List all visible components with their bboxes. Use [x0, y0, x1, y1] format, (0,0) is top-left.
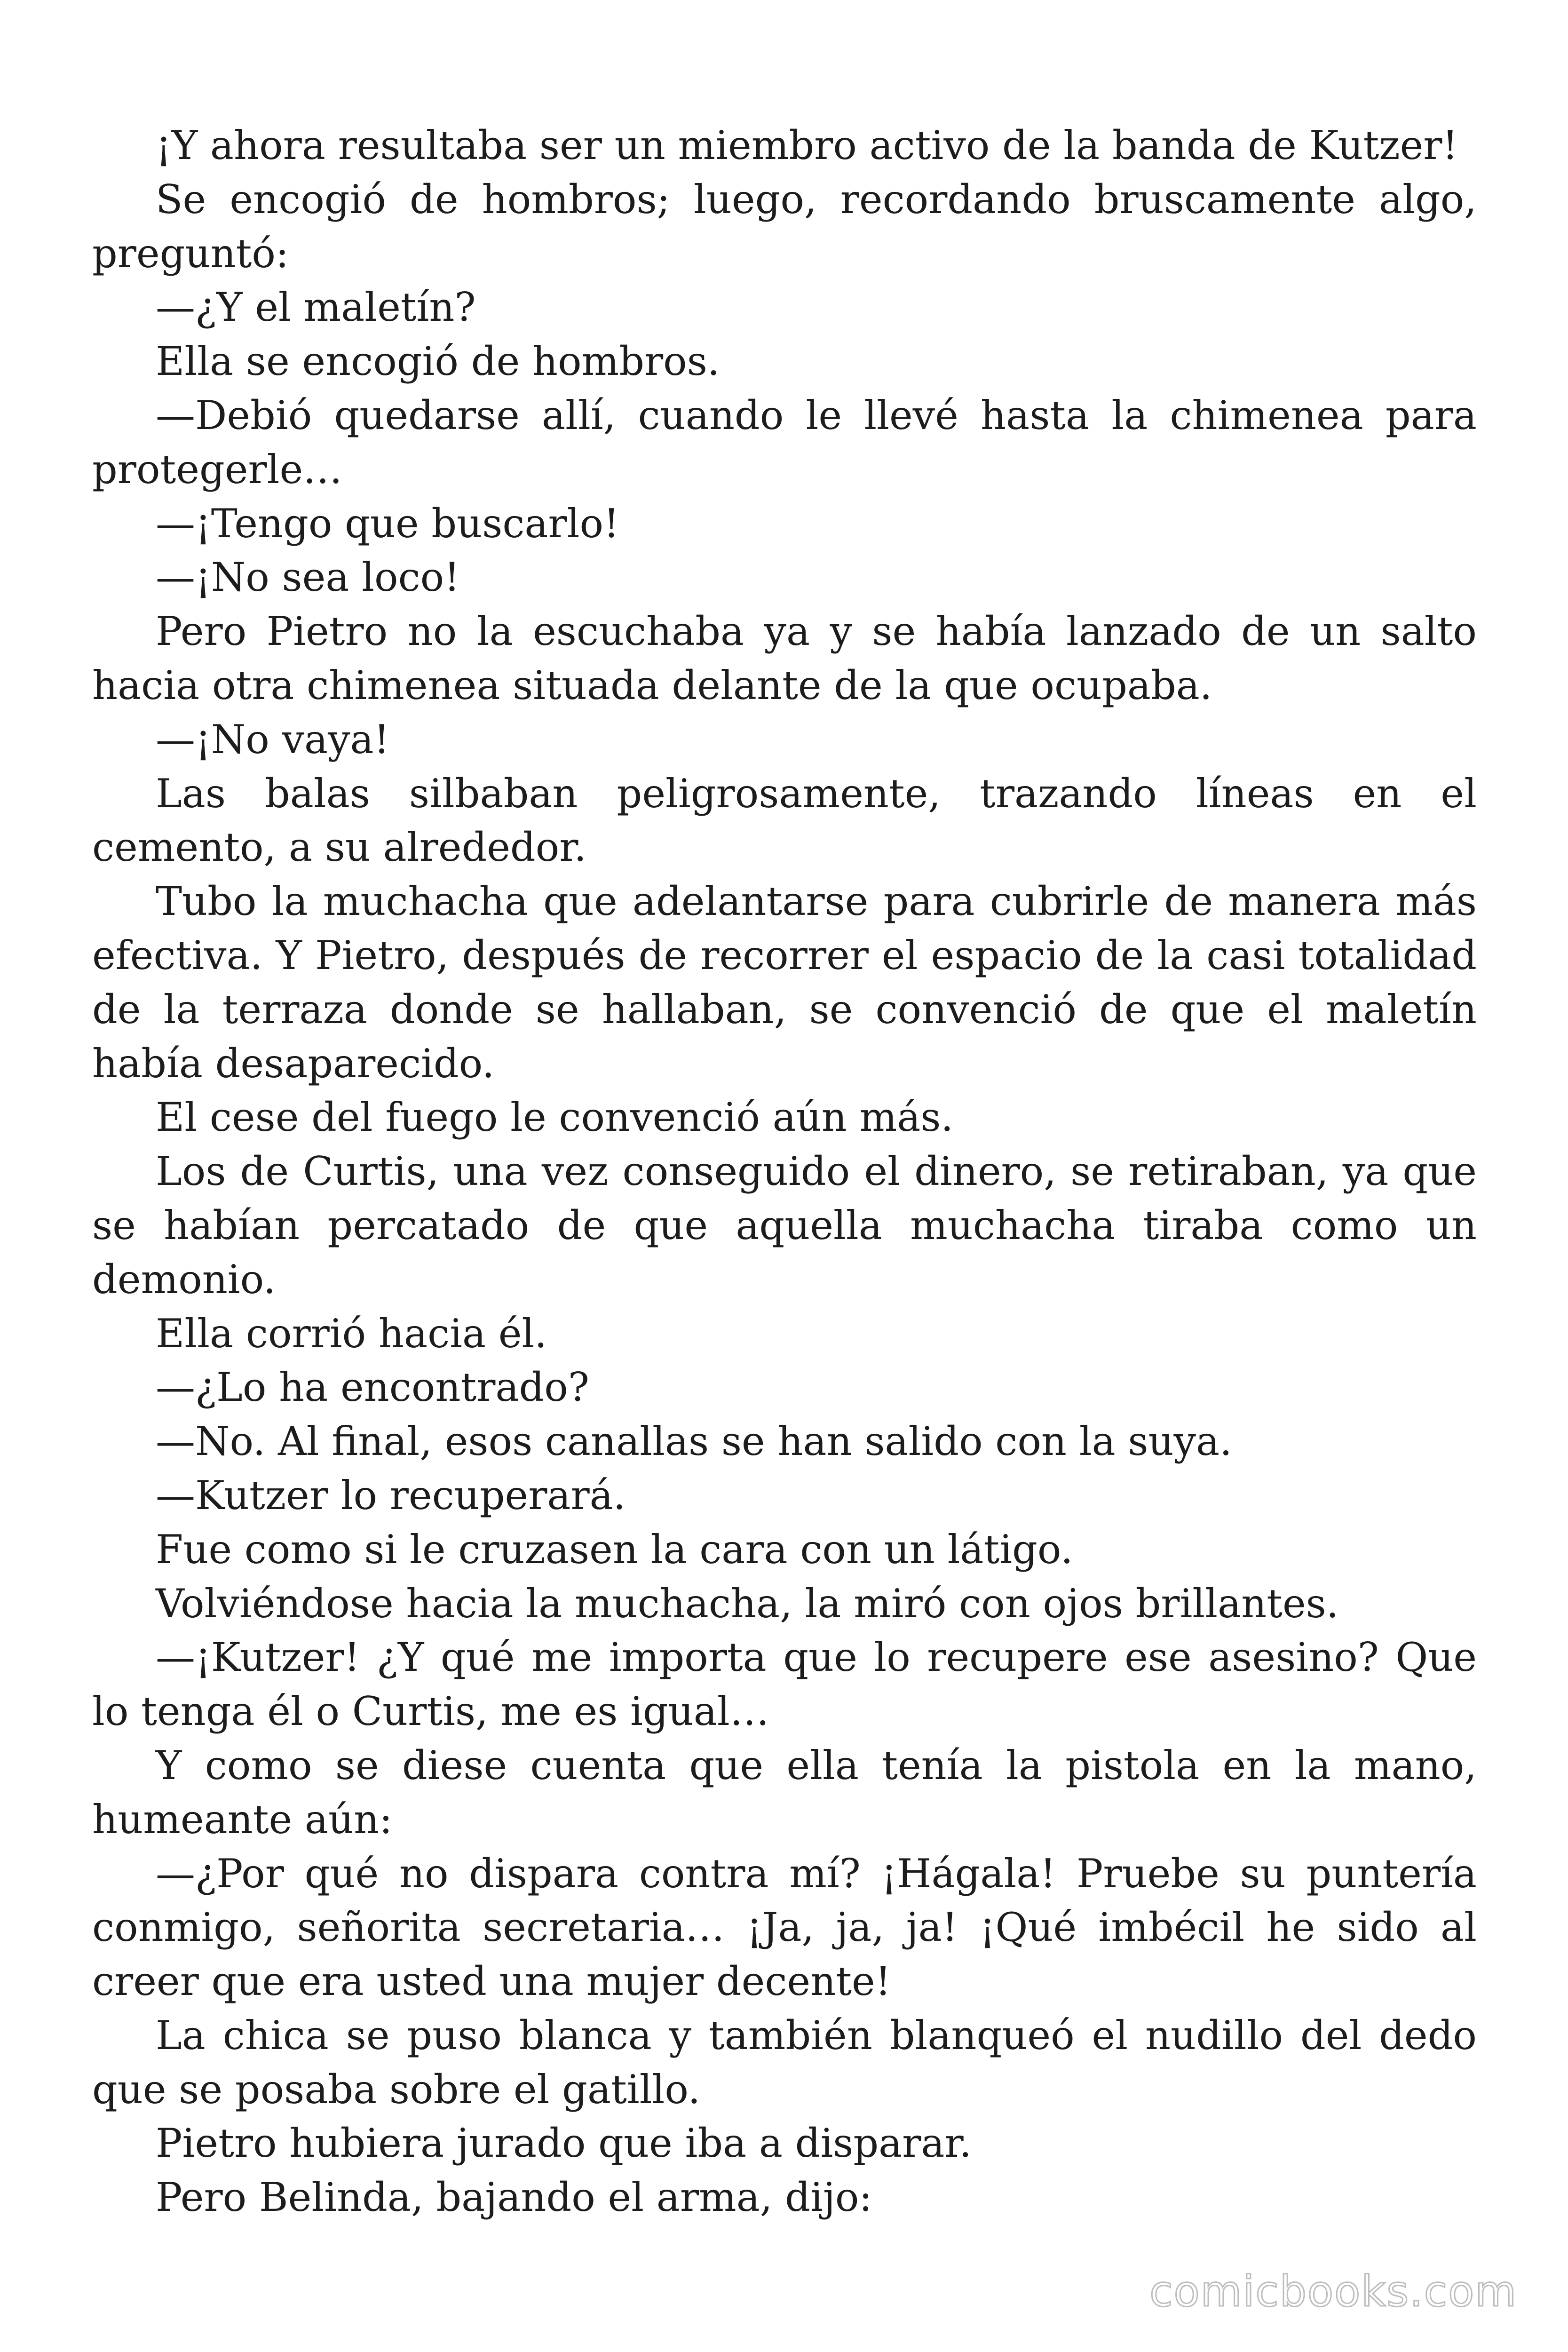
paragraph: —¿Por qué no dispara contra mí? ¡Hágala! Pruebe su puntería conmigo, señorita secretaria… ¡Ja, ja, ja! ¡Qué imbécil he sido al creer que era usted una mujer decente!	[92, 1850, 1477, 2005]
paragraph: Pietro hubiera jurado que iba a disparar.	[156, 2120, 972, 2167]
paragraph: Pero Belinda, bajando el arma, dijo:	[156, 2174, 872, 2221]
paragraph: La chica se puso blanca y también blanqueó el nudillo del dedo que se posaba sobre el gatillo.	[92, 2012, 1477, 2113]
paragraph: Y como se diese cuenta que ella tenía la pistola en la mano, humeante aún:	[92, 1742, 1477, 1843]
paragraph: Volviéndose hacia la muchacha, la miró con ojos brillantes.	[156, 1580, 1339, 1627]
paragraph: Ella se encogió de hombros.	[156, 338, 720, 385]
paragraph: Tubo la muchacha que adelantarse para cubrirle de manera más efectiva. Y Pietro, después de recorrer el espacio de la casi totalidad de la terraza donde se hallaban, se convenció de que el maletín había desaparecido.	[92, 878, 1477, 1087]
paragraph: —No. Al final, esos canallas se han salido con la suya.	[156, 1418, 1232, 1465]
paragraph: Las balas silbaban peligrosamente, trazando líneas en el cemento, a su alrededor.	[92, 770, 1477, 871]
paragraph: —¿Lo ha encontrado?	[156, 1364, 589, 1411]
paragraph: Los de Curtis, una vez conseguido el dinero, se retiraban, ya que se habían percatado de que aquella muchacha tiraba como un demonio.	[92, 1148, 1477, 1303]
paragraph: —¡Kutzer! ¿Y qué me importa que lo recupere ese asesino? Que lo tenga él o Curtis, me es igual…	[92, 1634, 1477, 1735]
paragraph: ¡Y ahora resultaba ser un miembro activo de la banda de Kutzer!	[156, 122, 1458, 168]
paragraph: —Debió quedarse allí, cuando le llevé hasta la chimenea para protegerle…	[92, 392, 1477, 493]
paragraph: —¡Tengo que buscarlo!	[156, 500, 619, 547]
paragraph: El cese del fuego le convenció aún más.	[156, 1094, 954, 1141]
paragraph: —¿Y el maletín?	[156, 284, 476, 331]
paragraph: —Kutzer lo recuperará.	[156, 1472, 626, 1518]
paragraph: Se encogió de hombros; luego, recordando bruscamente algo, preguntó:	[92, 176, 1477, 277]
paragraph: Pero Pietro no la escuchaba ya y se había lanzado de un salto hacia otra chimenea situada delante de la que ocupaba.	[92, 608, 1477, 708]
paragraph: Ella corrió hacia él.	[156, 1310, 547, 1357]
watermark: comicbooks.com	[1149, 2267, 1517, 2316]
paragraph: Fue como si le cruzasen la cara con un látigo.	[156, 1526, 1073, 1573]
paragraph: —¡No sea loco!	[156, 554, 460, 601]
page-text	[92, 119, 1477, 2225]
paragraph: —¡No vaya!	[156, 716, 390, 763]
